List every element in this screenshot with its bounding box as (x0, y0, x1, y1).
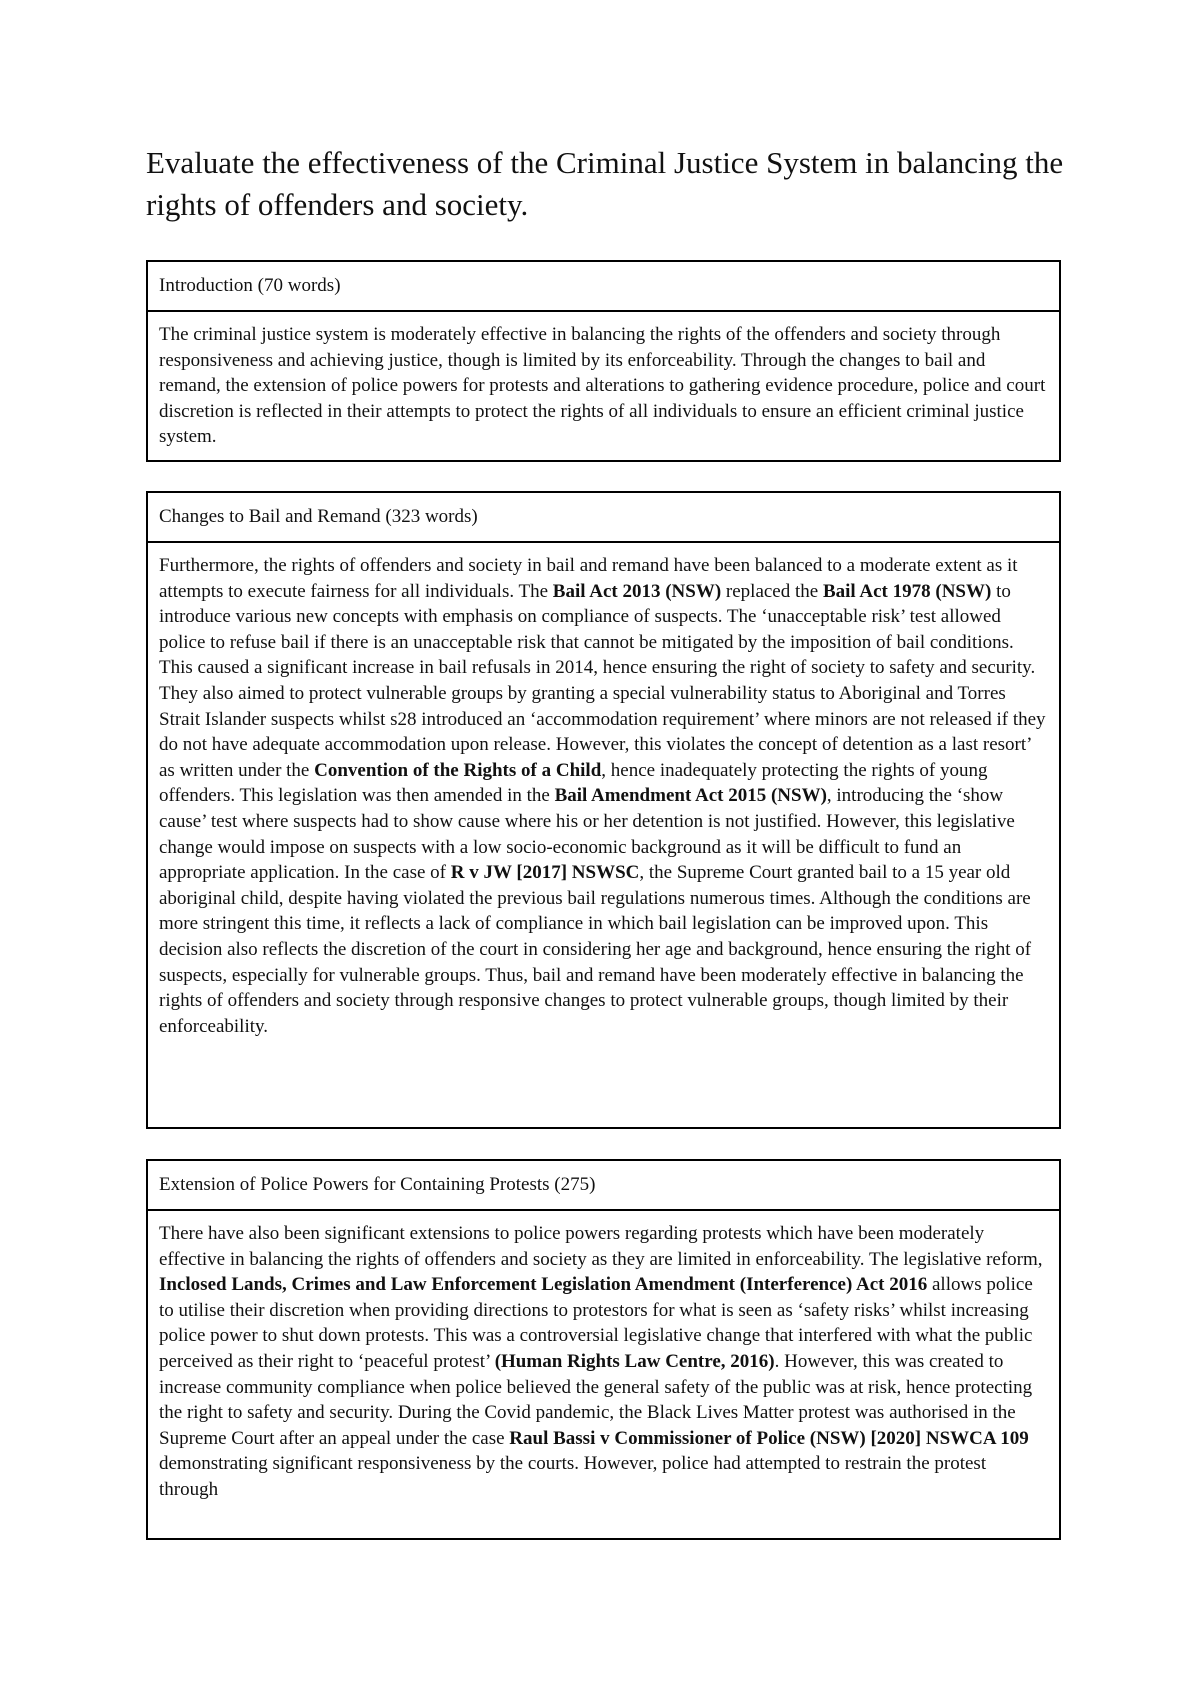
section-introduction (146, 260, 1061, 462)
section-paragraph (159, 1221, 1048, 1503)
section-heading: Introduction (70 words) (148, 262, 1059, 312)
section-paragraph (159, 553, 1048, 1039)
paragraph-text: Furthermore, the rights of offenders and society in bail and remand have been balanced to a moderate extent as it attempts to execute fairness for all individuals. The (159, 555, 1018, 602)
citation-text: Inclosed Lands, Crimes and Law Enforcement Legislation Amendment (Interference) Act 2016 (159, 1274, 928, 1296)
page-title: Evaluate the effectiveness of the Criminal Justice System in balancing the rights of offenders and society. (146, 145, 1064, 222)
citation-text: (Human Rights Law Centre, 2016) (494, 1350, 775, 1372)
section-police-powers (146, 1159, 1061, 1540)
paragraph-text: allows police to utilise their discretion when providing directions to protestors for what is seen as ‘safety risks’ whilst increasing police power to shut down protests. This was a controversial legislative change that interfered with what the public perceived as their right to ‘peaceful protest’ (159, 1274, 1033, 1372)
paragraph-text: There have also been significant extensions to police powers regarding protests which have been moderately effective in balancing the rights of offenders and society as they are limited in enforceability. The legislative reform, (159, 1223, 1043, 1270)
paragraph-text: , the Supreme Court granted bail to a 15 year old aboriginal child, despite having violated the previous bail regulations numerous times. Although the conditions are more stringent this time, it reflects a lack of compliance in which bail legislation can be improved upon. This decision also reflects the discretion of the court in considering her age and background, hence ensuring the right of suspects, especially for vulnerable groups. Thus, bail and remand have been moderately effective in balancing the rights of offenders and society through responsive changes to protect vulnerable groups, though limited by their enforceability. (159, 862, 1032, 1037)
citation-text: Bail Act 2013 (NSW) (552, 580, 722, 602)
section-paragraph (159, 322, 1048, 450)
paragraph-text: . However, this was created to increase community compliance when police believed the general safety of the public was at risk, hence protecting the right to safety and security. During the Covid pandemic, the Black Lives Matter protest was authorised in the Supreme Court after an appeal under the case (159, 1350, 1033, 1449)
citation-text: Bail Act 1978 (NSW) (822, 580, 992, 602)
paragraph-text: , hence inadequately protecting the rights of young offenders. This legislation was then amended in the (159, 759, 988, 807)
paragraph-text: demonstrating significant responsiveness by the courts. However, police had attempted to restrain the protest through (159, 1453, 987, 1500)
section-body (148, 312, 1059, 462)
section-bail-and-remand (146, 491, 1061, 1129)
section-heading: Changes to Bail and Remand (323 words) (148, 493, 1059, 543)
citation-text: Convention of the Rights of a Child (314, 759, 602, 781)
section-heading: Extension of Police Powers for Containing Protests (275) (148, 1161, 1059, 1211)
paragraph-text: , introducing the ‘show cause’ test where suspects had to show cause where his or her detention is not justified. However, this legislative change would impose on suspects with a low socio-economic background as it will be difficult to fund an appropriate application. In the case of (159, 785, 1015, 884)
citation-text: R v JW [2017] NSWSC (450, 862, 640, 884)
paragraph-text: The criminal justice system is moderately effective in balancing the rights of the offenders and society through responsiveness and achieving justice, though is limited by its enforceability. Through the changes to bail and remand, the extension of police powers for protests and alterations to gathering evidence procedure, police and court discretion is reflected in their attempts to protect the rights of all individuals to ensure an efficient criminal justice system. (159, 324, 1046, 448)
citation-text: Raul Bassi v Commissioner of Police (NSW) [2020] NSWCA 109 (509, 1427, 1029, 1449)
citation-text: Bail Amendment Act 2015 (NSW) (554, 785, 827, 807)
section-body (148, 1211, 1059, 1515)
paragraph-text: to introduce various new concepts with emphasis on compliance of suspects. The ‘unacceptable risk’ test allowed police to refuse bail if there is an unacceptable risk that cannot be mitigated by the imposition of bail conditions. This caused a significant increase in bail refusals in 2014, hence ensuring the right of society to safety and security. They also aimed to protect vulnerable groups by granting a special vulnerability status to Aboriginal and Torres Strait Islander suspects whilst s28 introduced an ‘accommodation requirement’ where minors are not released if they do not have adequate accommodation upon release. However, this violates the concept of detention as a last resort’ as written under the (159, 580, 1046, 781)
paragraph-text: replaced the (721, 580, 823, 602)
section-body (148, 543, 1059, 1051)
